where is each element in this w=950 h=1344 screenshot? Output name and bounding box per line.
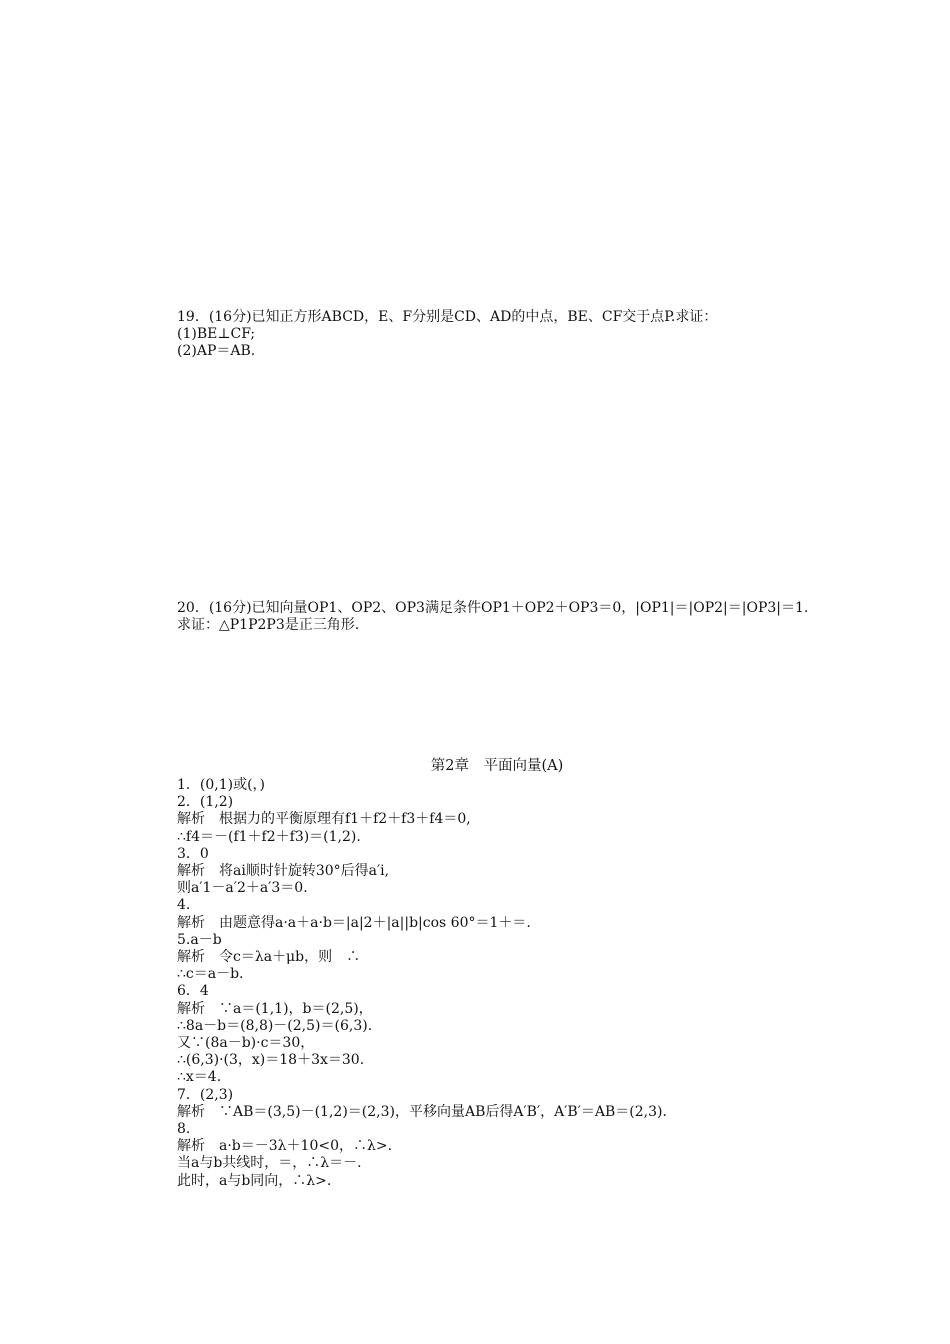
problem-19-part-1: (1)BE⊥CF;: [177, 326, 256, 343]
answer-line: 此时，a与b同向，∴λ>.: [177, 1172, 332, 1189]
answer-line: ∴x＝4.: [177, 1069, 222, 1086]
answer-line: 1．(0,1)或(，): [177, 777, 266, 793]
answer-line: 解析 根据力的平衡原理有f1＋f2＋f3＋f4＝0,: [177, 811, 471, 828]
answer-line: 3．0: [177, 845, 209, 862]
answer-line: ∴(6,3)·(3，x)＝18＋3x＝30.: [177, 1052, 365, 1069]
answer-line: 解析 ∵a＝(1,1)，b＝(2,5)，: [177, 1000, 373, 1017]
answer-line: 5.a－b: [177, 931, 222, 948]
answer-line: 8.: [177, 1121, 191, 1138]
answer-line: 解析 ∵AB＝(3,5)－(1,2)＝(2,3)，平移向量AB后得A′B′，A′B′＝AB＝(2,3).: [177, 1103, 667, 1120]
answer-line: 2．(1,2): [177, 794, 234, 811]
problem-19: [177, 309, 817, 361]
answer-line: 解析 a·b＝－3λ＋10<0，∴λ>.: [177, 1138, 393, 1155]
problem-20: [177, 600, 817, 634]
answer-line: 当a与b共线时，＝，∴λ＝－.: [177, 1155, 362, 1172]
answer-line: ∴c＝a－b.: [177, 966, 244, 983]
answer-line: 解析 由题意得a·a＋a·b＝|a|2＋|a||b|cos 60°＝1＋＝.: [177, 914, 531, 931]
answer-line: 4.: [177, 897, 191, 914]
answer-line: ∴f4＝－(f1＋f2＋f3)＝(1,2).: [177, 828, 361, 845]
problem-20-header: 20．(16分)已知向量OP1、OP2、OP3满足条件OP1＋OP2＋OP3＝0，|OP1|＝|OP2|＝|OP3|＝1.: [177, 600, 809, 616]
problem-20-claim: 求证：△P1P2P3是正三角形.: [177, 617, 360, 634]
answer-section: [177, 757, 817, 1190]
answer-lines: [177, 777, 817, 1190]
problem-19-part-2: (2)AP＝AB.: [177, 343, 256, 360]
answer-line: 则a′1－a′2＋a′3＝0.: [177, 880, 308, 897]
answer-line: 解析 令c＝λa＋μb，则 ∴: [177, 949, 361, 966]
answer-line: 解析 将ai顺时针旋转30°后得a′i,: [177, 863, 390, 880]
answer-section-title: 第2章 平面向量(A): [430, 758, 564, 774]
problem-19-header: 19．(16分)已知正方形ABCD，E、F分别是CD、AD的中点，BE、CF交于点P.求证：: [177, 309, 718, 325]
answer-line: 6．4: [177, 983, 209, 1000]
answer-line: 又∵(8a－b)·c＝30，: [177, 1035, 315, 1052]
answer-line: 7．(2,3): [177, 1086, 234, 1103]
answer-line: ∴8a－b＝(8,8)－(2,5)＝(6,3).: [177, 1017, 373, 1034]
